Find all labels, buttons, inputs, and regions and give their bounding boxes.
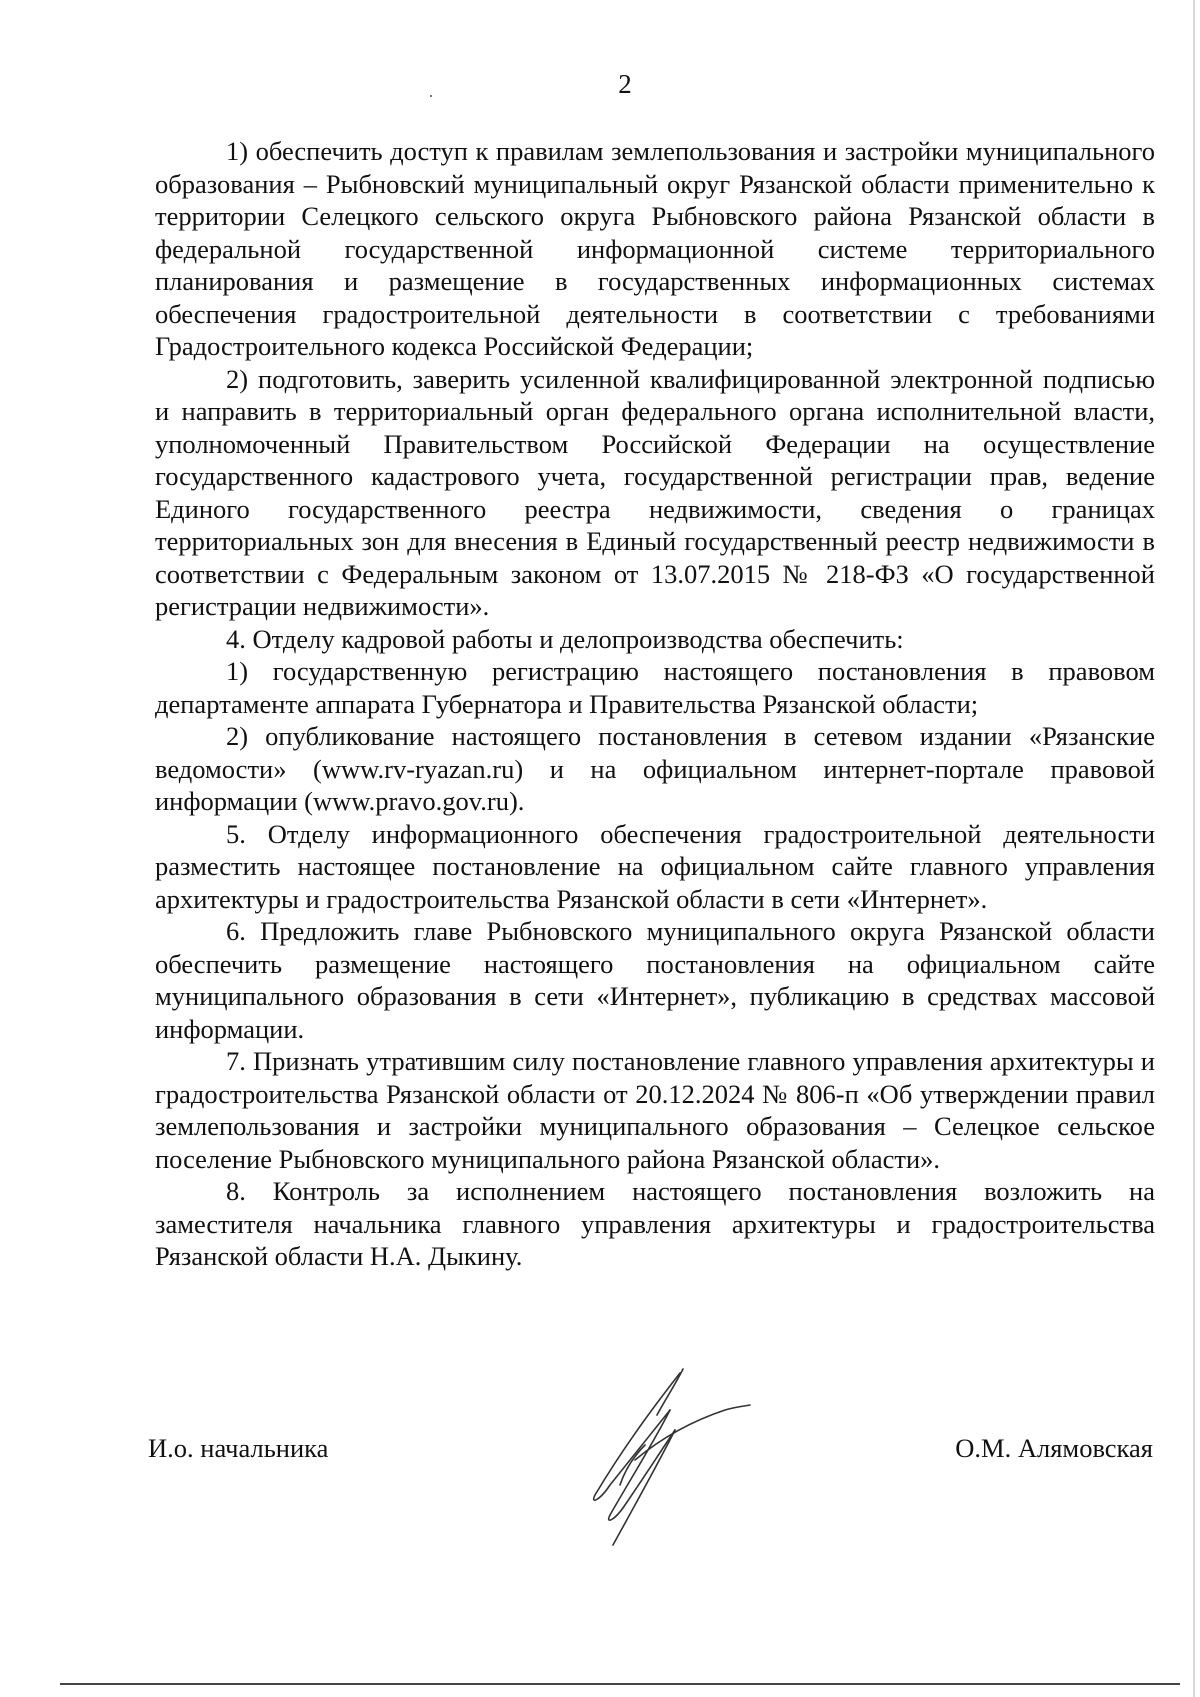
paragraph-8: 8. Контроль за исполнением настоящего постановления возложить на заместителя начальника главного управления архитектуры и градостроительства Рязанской области Н.А. Дыкину.: [155, 1176, 1155, 1271]
paragraph-5: 5. Отделу информационного обеспечения градостроительной деятельности разместить настоящее постановление на официальном сайте главного управления архитектуры и градостроительства Рязанской области в сети «Интернет».: [155, 818, 1155, 914]
paragraph-7: 7. Признать утратившим силу постановление главного управления архитектуры и градостроительства Рязанской области от 20.12.2024 № 806-п «Об утверждении правил землепользования и застройки муниципального образования – Селецкое сельское поселение Рыбновского муниципального района Рязанской области».: [155, 1046, 1155, 1174]
scan-edge-right: [1193, 0, 1195, 1697]
handwritten-signature: [575, 1365, 775, 1555]
signer-position: И.о. начальника: [148, 1433, 329, 1463]
scan-speck: [430, 95, 432, 97]
paragraph-4-2: 2) опубликование настоящего постановления в сетевом издании «Рязанские ведомости» (www.rv-ryazan.ru) и на официальном интернет-портале правовой информации (www.pravo.gov.ru).: [155, 721, 1155, 816]
signer-name: О.М. Алямовская: [955, 1433, 1153, 1463]
scan-edge-bottom: [60, 1683, 1180, 1685]
paragraph-3-1: 1) обеспечить доступ к правилам землепользования и застройки муниципального образования – Рыбновский муниципальный округ Рязанской области применительно к территории Селецкого сельского округа Рыбновского района Рязанской области в федеральной государственной информационной системе территориального планирования и размещение в государственных информационных системах обеспечения градостроительной деятельности в соответствии с требованиями Градостроительного кодекса Российской Федерации;: [155, 136, 1155, 361]
document-body: [155, 135, 1155, 1273]
paragraph-6: 6. Предложить главе Рыбновского муниципального округа Рязанской области обеспечить размещение настоящего постановления на официальном сайте муниципального образования в сети «Интернет», публикацию в средствах массовой информации.: [155, 916, 1155, 1044]
page-number: 2: [618, 69, 632, 99]
paragraph-4: 4. Отделу кадровой работы и делопроизводства обеспечить:: [226, 623, 904, 654]
paragraph-3-2: 2) подготовить, заверить усиленной квалифицированной электронной подписью и направить в территориальный орган федерального органа исполнительной власти, уполномоченный Правительством Российской Федерации на осуществление государственного кадастрового учета, государственной регистрации прав, ведение Единого государственного реестра недвижимости, сведения о границах территориальных зон для внесения в Единый государственный реестр недвижимости в соответствии с Федеральным законом от 13.07.2015 № 218-ФЗ «О государственной регистрации недвижимости».: [155, 363, 1155, 621]
paragraph-4-1: 1) государственную регистрацию настоящего постановления в правовом департаменте аппарата Губернатора и Правительства Рязанской области;: [155, 656, 1155, 719]
